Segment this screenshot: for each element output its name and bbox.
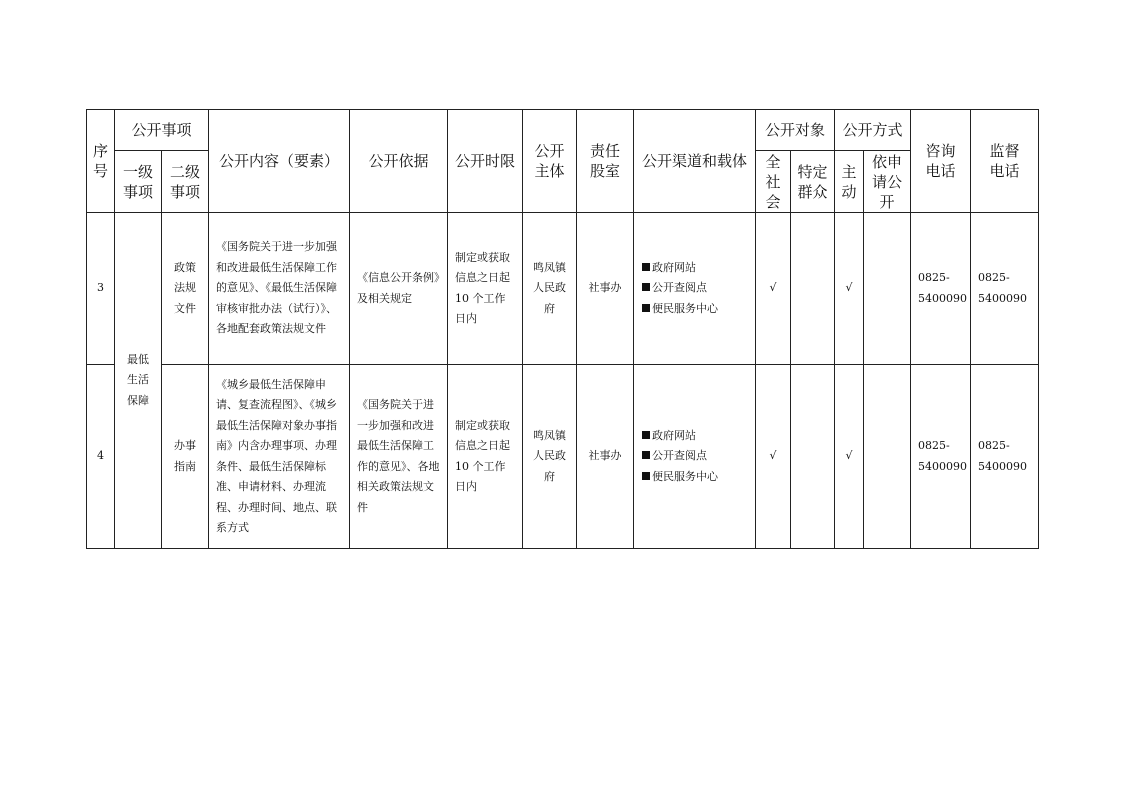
row-basis: 《信息公开条例》及相关规定 — [350, 213, 448, 365]
row-level2: 政策 法规 文件 — [162, 213, 209, 365]
header-method-apply: 依申 请公 开 — [864, 151, 911, 213]
row-subject: 鸣凤镇 人民政 府 — [523, 365, 577, 549]
table-row — [87, 365, 1039, 549]
row-consult-phone: 0825- 5400090 — [911, 365, 971, 549]
row-dept: 社事办 — [577, 213, 634, 365]
square-bullet-icon — [642, 431, 650, 439]
row-basis: 《国务院关于进一步加强和改进最低生活保障工作的意见》、各地相关政策法规文件 — [350, 365, 448, 549]
header-basis: 公开依据 — [350, 110, 448, 213]
row-target-all: √ — [756, 365, 791, 549]
row-supervise-phone: 0825- 5400090 — [971, 213, 1039, 365]
row-subject: 鸣凤镇 人民政 府 — [523, 213, 577, 365]
square-bullet-icon — [642, 451, 650, 459]
disclosure-table — [86, 109, 1039, 549]
channel-item: 政府网站 — [642, 258, 755, 279]
row-method-apply — [864, 365, 911, 549]
row-channels — [634, 365, 756, 549]
row-time-limit: 制定或获取信息之日起 10 个工作日内 — [448, 213, 523, 365]
header-target-all: 全 社 会 — [756, 151, 791, 213]
row-target-all: √ — [756, 213, 791, 365]
channel-item: 政府网站 — [642, 426, 755, 447]
header-method: 公开方式 — [835, 110, 911, 151]
row-channels — [634, 213, 756, 365]
header-time-limit: 公开时限 — [448, 110, 523, 213]
row-consult-phone: 0825- 5400090 — [911, 213, 971, 365]
row-method-apply — [864, 213, 911, 365]
row-target-specific — [791, 213, 835, 365]
header-seq: 序 号 — [87, 110, 115, 213]
header-method-active: 主 动 — [835, 151, 864, 213]
header-supervise-phone: 监督 电话 — [971, 110, 1039, 213]
row-supervise-phone: 0825- 5400090 — [971, 365, 1039, 549]
header-consult-phone: 咨询 电话 — [911, 110, 971, 213]
square-bullet-icon — [642, 304, 650, 312]
row-method-active: √ — [835, 213, 864, 365]
square-bullet-icon — [642, 283, 650, 291]
header-target: 公开对象 — [756, 110, 835, 151]
header-target-specific: 特定 群众 — [791, 151, 835, 213]
header-channel: 公开渠道和载体 — [634, 110, 756, 213]
row-target-specific — [791, 365, 835, 549]
square-bullet-icon — [642, 472, 650, 480]
row-content: 《国务院关于进一步加强和改进最低生活保障工作的意见》、《最低生活保障审核审批办法（试行）》、各地配套政策法规文件 — [209, 213, 350, 365]
row-seq: 3 — [87, 213, 115, 365]
header-level2: 二级 事项 — [162, 151, 209, 213]
channel-item: 便民服务中心 — [642, 467, 755, 488]
square-bullet-icon — [642, 263, 650, 271]
row-seq: 4 — [87, 365, 115, 549]
header-items: 公开事项 — [115, 110, 209, 151]
row-method-active: √ — [835, 365, 864, 549]
header-subject: 公开 主体 — [523, 110, 577, 213]
header-content: 公开内容（要素） — [209, 110, 350, 213]
row-level2: 办事 指南 — [162, 365, 209, 549]
channel-item: 公开查阅点 — [642, 278, 755, 299]
header-level1: 一级 事项 — [115, 151, 162, 213]
row-time-limit: 制定或获取信息之日起 10 个工作日内 — [448, 365, 523, 549]
row-dept: 社事办 — [577, 365, 634, 549]
row-content: 《城乡最低生活保障申请、复查流程图》、《城乡最低生活保障对象办事指南》内含办理事项、办理条件、最低生活保障标准、申请材料、办理流程、办理时间、地点、联系方式 — [209, 365, 350, 549]
header-dept: 责任 股室 — [577, 110, 634, 213]
channel-item: 便民服务中心 — [642, 299, 755, 320]
table-row — [87, 213, 1039, 365]
level1-item: 最低 生活 保障 — [115, 213, 162, 549]
channel-item: 公开查阅点 — [642, 446, 755, 467]
